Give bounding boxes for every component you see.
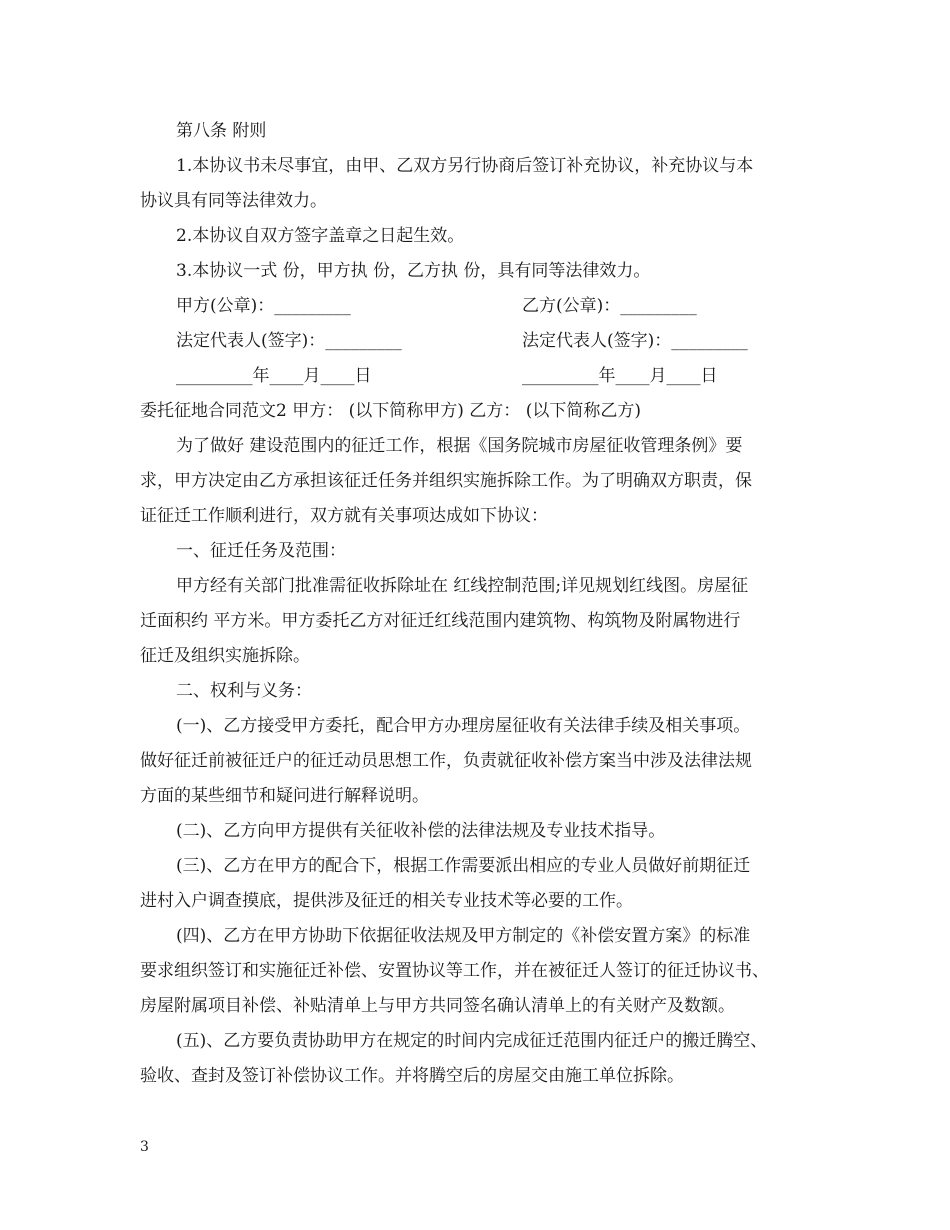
section-1-text: 甲方经有关部门批准需征收拆除址在 红线控制范围;详见规划红线图。房屋征 — [176, 576, 749, 596]
page-number: 3 — [140, 1139, 149, 1155]
section-1-text-cont: 征迁及组织实施拆除。 — [140, 646, 310, 666]
article-item-3: 3.本协议一式 份，甲方执 份，乙方执 份，具有同等法律效力。 — [176, 261, 651, 281]
clause-4: (四)、乙方在甲方协助下依据征收法规及甲方制定的《补偿安置方案》的标准 — [176, 926, 751, 946]
article-heading: 第八条 附则 — [176, 121, 267, 141]
article-item-1: 1.本协议书未尽事宜，由甲、乙双方另行协商后签订补充协议，补充协议与本 — [176, 156, 754, 176]
clause-4-cont: 要求组织签订和实施征迁补偿、安置协议等工作，并在被征迁人签订的征迁协议书、 — [140, 961, 769, 981]
article-item-1-cont: 协议具有同等法律效力。 — [140, 191, 327, 211]
contract-title-line: 委托征地合同范文2 甲方： (以下简称甲方) 乙方： (以下简称乙方) — [140, 401, 641, 421]
party-a-date: _________年____月____日 — [176, 366, 372, 386]
clause-3: (三)、乙方在甲方的配合下，根据工作需要派出相应的专业人员做好前期征迁 — [176, 856, 751, 876]
clause-2: (二)、乙方向甲方提供有关征收补偿的法律法规及专业技术指导。 — [176, 821, 666, 841]
intro-paragraph-cont: 证征迁工作顺利进行，双方就有关事项达成如下协议： — [140, 506, 548, 526]
section-2-heading: 二、权利与义务： — [176, 681, 312, 701]
clause-5: (五)、乙方要负责协助甲方在规定的时间内完成征迁范围内征迁户的搬迁腾空、 — [176, 1031, 768, 1051]
clause-1: (一)、乙方接受甲方委托，配合甲方办理房屋征收有关法律手续及相关事项。 — [176, 716, 751, 736]
clause-5-cont: 验收、查封及签订补偿协议工作。并将腾空后的房屋交由施工单位拆除。 — [140, 1066, 684, 1086]
party-b-date: _________年____月____日 — [522, 366, 718, 386]
clause-4-cont: 房屋附属项目补偿、补贴清单上与甲方共同签名确认清单上的有关财产及数额。 — [140, 996, 735, 1016]
intro-paragraph: 为了做好 建设范围内的征迁工作，根据《国务院城市房屋征收管理条例》要 — [176, 436, 743, 456]
clause-1-cont: 做好征迁前被征迁户的征迁动员思想工作，负责就征收补偿方案当中涉及法律法规 — [140, 751, 752, 771]
clause-3-cont: 进村入户调查摸底，提供涉及征迁的相关专业技术等必要的工作。 — [140, 891, 633, 911]
clause-1-cont: 方面的某些细节和疑问进行解释说明。 — [140, 786, 429, 806]
section-1-text-cont: 迁面积约 平方米。甲方委托乙方对征迁红线范围内建筑物、构筑物及附属物进行 — [140, 611, 741, 631]
section-1-heading: 一、征迁任务及范围： — [176, 541, 346, 561]
party-a-seal: 甲方(公章)：_________ — [176, 296, 351, 316]
party-a-rep: 法定代表人(签字)：_________ — [176, 331, 402, 351]
party-b-seal: 乙方(公章)：_________ — [522, 296, 697, 316]
article-item-2: 2.本协议自双方签字盖章之日起生效。 — [176, 226, 465, 246]
party-b-rep: 法定代表人(签字)：_________ — [522, 331, 748, 351]
intro-paragraph-cont: 求，甲方决定由乙方承担该征迁任务并组织实施拆除工作。为了明确双方职责，保 — [140, 471, 752, 491]
